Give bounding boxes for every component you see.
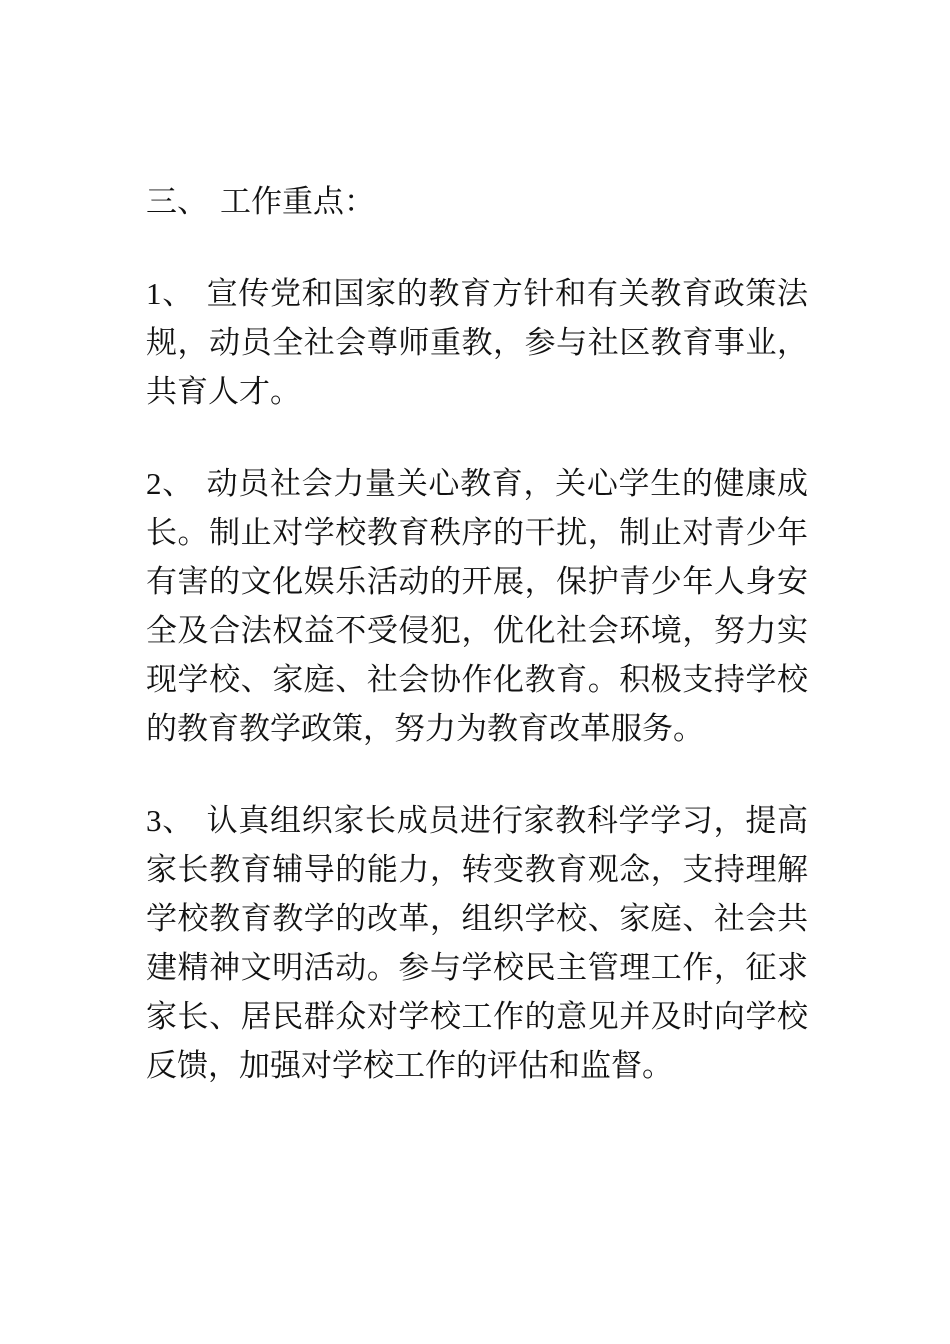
list-item-number: 3、 <box>146 803 194 838</box>
section-heading-number: 三、 <box>146 184 208 220</box>
list-item-text: 动员社会力量关心教育，关心学生的健康成长。制止对学校教育秩序的干扰，制止对青少年有害的文化娱乐活动的开展，保护青少年人身安全及合法权益不受侵犯，优化社会环境，努力实现学校、家庭、社会协作化教育。积极支持学校的教育教学政策，努力为教育改革服务。 <box>146 466 809 747</box>
list-item-text: 宣传党和国家的教育方针和有关教育政策法规，动员全社会尊师重教，参与社区教育事业，共育人才。 <box>146 276 809 410</box>
list-item-number: 2、 <box>146 466 194 501</box>
list-item-text: 认真组织家长成员进行家教科学学习，提高家长教育辅导的能力，转变教育观念，支持理解学校教育教学的改革，组织学校、家庭、社会共建精神文明活动。参与学校民主管理工作，征求家长、居民群众对学校工作的意见并及时向学校反馈，加强对学校工作的评估和监督。 <box>146 803 809 1084</box>
list-item <box>146 796 808 1091</box>
section-heading-text: 工作重点： <box>220 184 375 220</box>
list-item <box>146 269 808 417</box>
list-item <box>146 459 808 754</box>
document-body <box>146 178 808 1091</box>
list-item-number: 1、 <box>146 276 194 311</box>
section-heading <box>146 178 808 227</box>
